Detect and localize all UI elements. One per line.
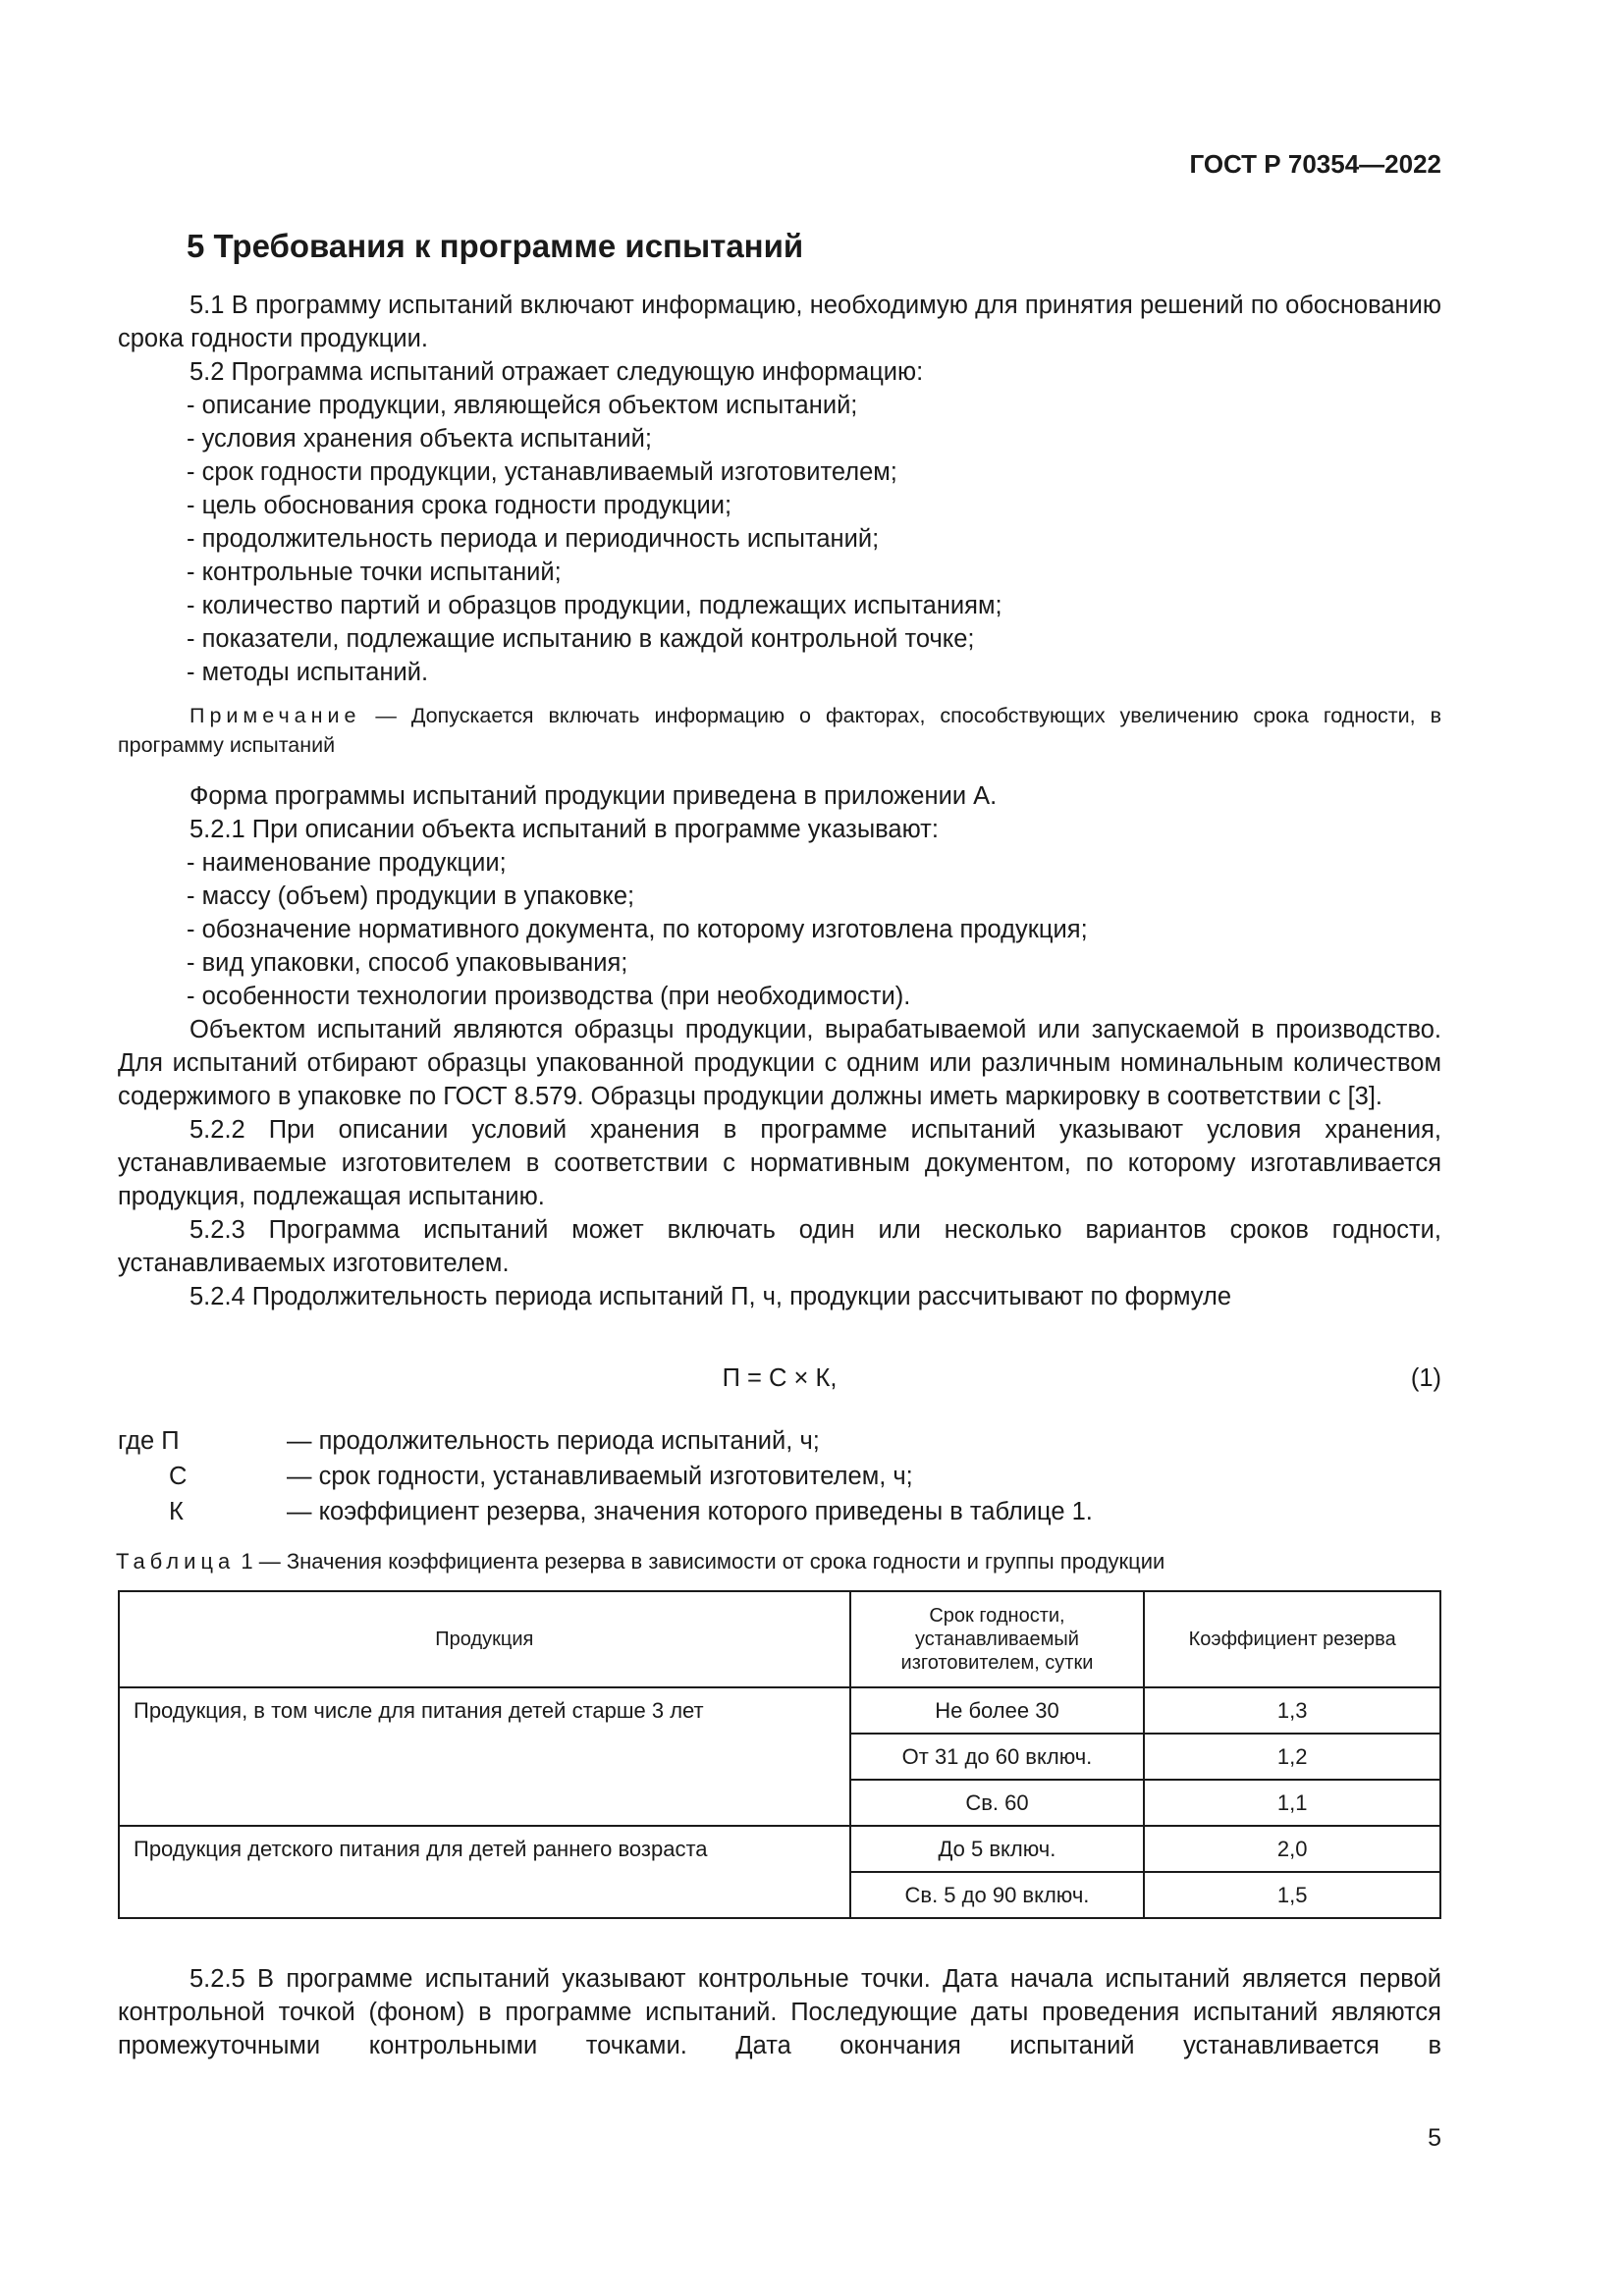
- paragraph-5-2-5-container: [118, 1962, 1441, 2062]
- formula-row: [118, 1364, 1441, 1398]
- formula: П = С × К,: [722, 1364, 838, 1392]
- legend-symbol: К: [169, 1498, 184, 1525]
- coefficient-table: [118, 1590, 1441, 1919]
- paragraph-5-2-5: 5.2.5 В программе испытаний указывают контрольные точки. Дата начала испытаний является первой контрольной точкой (фоном) в программе испытаний. Последующие даты проведения испытаний являются промежуточными контрольными точками. Дата окончания испытаний устанавливается в: [118, 1965, 1441, 2059]
- table-caption-text: 1 — Значения коэффициента резерва в зависимости от срока годности и группы продукции: [235, 1549, 1165, 1574]
- coefficient-cell: 1,1: [1144, 1780, 1440, 1826]
- section-title: 5 Требования к программе испытаний: [187, 228, 804, 264]
- list-item: - описание продукции, являющейся объектом испытаний;: [187, 392, 858, 419]
- legend-description: — коэффициент резерва, значения которого приведены в таблице 1.: [287, 1498, 1093, 1525]
- table-header-row: [119, 1591, 1440, 1687]
- list-5-2-1: [118, 846, 1441, 1013]
- paragraph-5-2-3: 5.2.3 Программа испытаний может включать один или несколько вариантов сроков годности, устанавливаемых изготовителем.: [118, 1216, 1441, 1277]
- note-label: Примечание: [189, 704, 361, 727]
- legend-symbol: С: [169, 1463, 188, 1490]
- legend-row: [118, 1460, 1441, 1495]
- product-cell: Продукция, в том числе для питания детей старше 3 лет: [119, 1687, 850, 1826]
- shelf-life-cell: Св. 5 до 90 включ.: [850, 1872, 1145, 1918]
- coefficient-cell: 1,2: [1144, 1734, 1440, 1780]
- list-item: - наименование продукции;: [187, 849, 507, 877]
- list-item: - показатели, подлежащие испытанию в каждой контрольной точке;: [187, 625, 975, 653]
- list-item: - срок годности продукции, устанавливаемый изготовителем;: [187, 458, 897, 486]
- table-row: [119, 1826, 1440, 1872]
- paragraph-5-2-1: 5.2.1 При описании объекта испытаний в программе указывают:: [189, 816, 939, 843]
- list-item: - массу (объем) продукции в упаковке;: [187, 882, 635, 910]
- column-header-shelf-life: Срок годности, устанавливаемый изготовителем, сутки: [850, 1591, 1145, 1687]
- formula-legend: [118, 1424, 1441, 1530]
- paragraph-5-1: 5.1 В программу испытаний включают информацию, необходимую для принятия решений по обоснованию срока годности продукции.: [118, 292, 1441, 352]
- legend-symbol: где П: [118, 1427, 180, 1455]
- standard-designation: ГОСТ Р 70354—2022: [1189, 149, 1441, 179]
- list-item: - обозначение нормативного документа, по которому изготовлена продукция;: [187, 916, 1088, 943]
- list-item: - продолжительность периода и периодичность испытаний;: [187, 525, 880, 553]
- list-item: - условия хранения объекта испытаний;: [187, 425, 652, 453]
- page-number: 5: [1428, 2124, 1441, 2152]
- shelf-life-cell: От 31 до 60 включ.: [850, 1734, 1145, 1780]
- legend-description: — продолжительность периода испытаний, ч;: [287, 1427, 820, 1455]
- form-reference: Форма программы испытаний продукции приведена в приложении А.: [189, 782, 998, 810]
- table-row: [119, 1687, 1440, 1734]
- legend-row: [118, 1495, 1441, 1530]
- note: [118, 701, 1441, 760]
- coefficient-cell: 1,5: [1144, 1872, 1440, 1918]
- shelf-life-cell: Не более 30: [850, 1687, 1145, 1734]
- section-body: [118, 289, 1441, 1313]
- note-text: — Допускается включать информацию о факторах, способствующих увеличению срока годности, в программу испытаний: [118, 704, 1441, 757]
- list-item: - особенности технологии производства (при необходимости).: [187, 983, 911, 1010]
- legend-row: [118, 1424, 1441, 1460]
- paragraph-5-2: 5.2 Программа испытаний отражает следующую информацию:: [189, 358, 924, 386]
- legend-description: — срок годности, устанавливаемый изготовителем, ч;: [287, 1463, 913, 1490]
- coefficient-cell: 1,3: [1144, 1687, 1440, 1734]
- coefficient-cell: 2,0: [1144, 1826, 1440, 1872]
- table-caption-label: Таблица: [116, 1549, 236, 1574]
- list-item: - контрольные точки испытаний;: [187, 559, 562, 586]
- list-item: - цель обоснования срока годности продукции;: [187, 492, 732, 519]
- list-5-2: [118, 389, 1441, 689]
- formula-number: (1): [1410, 1364, 1441, 1392]
- shelf-life-cell: До 5 включ.: [850, 1826, 1145, 1872]
- list-item: - методы испытаний.: [187, 659, 429, 686]
- list-item: - вид упаковки, способ упаковывания;: [187, 949, 628, 977]
- table-caption: [116, 1549, 1164, 1575]
- column-header-coefficient: Коэффициент резерва: [1144, 1591, 1440, 1687]
- shelf-life-cell: Св. 60: [850, 1780, 1145, 1826]
- paragraph-5-2-2: 5.2.2 При описании условий хранения в программе испытаний указывают условия хранения, устанавливаемые изготовителем в соответствии с нормативным документом, по которому изготавливается продукция, подлежащая испытанию.: [118, 1116, 1441, 1210]
- object-paragraph: Объектом испытаний являются образцы продукции, вырабатываемой или запускаемой в производство. Для испытаний отбирают образцы упакованной продукции с одним или различным номинальным количеством содержимого в упаковке по ГОСТ 8.579. Образцы продукции должны иметь маркировку в соответствии с [3].: [118, 1016, 1441, 1110]
- paragraph-5-2-4: 5.2.4 Продолжительность периода испытаний П, ч, продукции рассчитывают по формуле: [189, 1283, 1232, 1310]
- product-cell: Продукция детского питания для детей раннего возраста: [119, 1826, 850, 1918]
- list-item: - количество партий и образцов продукции, подлежащих испытаниям;: [187, 592, 1002, 619]
- column-header-product: Продукция: [119, 1591, 850, 1687]
